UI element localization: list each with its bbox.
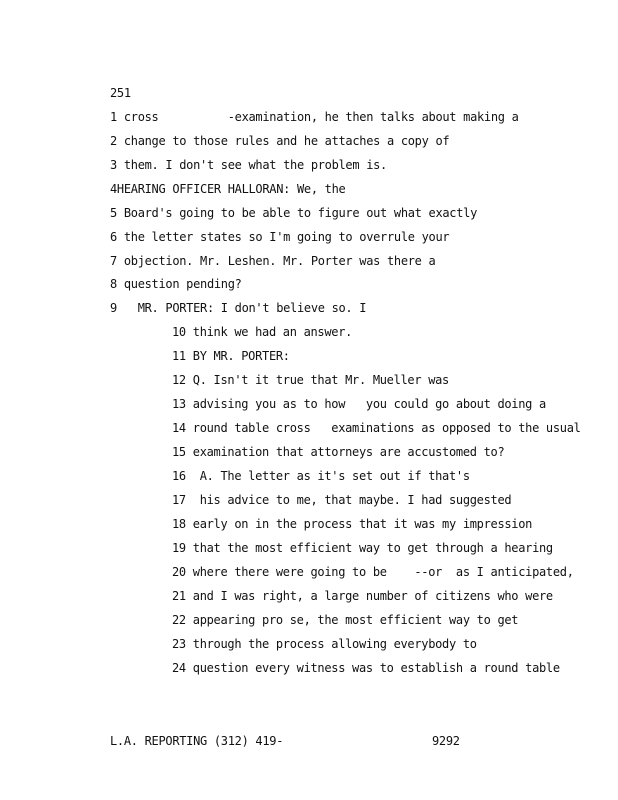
transcript-line-5: 5 Board's going to be able to figure out what exactly xyxy=(110,206,478,220)
transcript-line-19: 19 that the most efficient way to get through a hearing xyxy=(172,541,553,555)
transcript-line-8: 8 question pending? xyxy=(110,277,242,291)
transcript-line-18: 18 early on in the process that it was my impression xyxy=(172,517,533,531)
transcript-line-20: 20 where there were going to be --or as I anticipated, xyxy=(172,565,574,579)
transcript-line-11: 11 BY MR. PORTER: xyxy=(172,349,290,363)
transcript-line-24: 24 question every witness was to establish a round table xyxy=(172,661,560,675)
transcript-line-1: 1 cross -examination, he then talks about making a xyxy=(110,110,519,124)
transcript-line-17: 17 his advice to me, that maybe. I had suggested xyxy=(172,493,512,507)
footer-reporter: L.A. REPORTING (312) 419- xyxy=(110,734,284,748)
page-number: 251 xyxy=(110,86,131,100)
transcript-line-23: 23 through the process allowing everybody to xyxy=(172,637,477,651)
transcript-line-3: 3 them. I don't see what the problem is. xyxy=(110,158,387,172)
transcript-line-12: 12 Q. Isn't it true that Mr. Mueller was xyxy=(172,373,449,387)
transcript-line-14: 14 round table cross examinations as opposed to the usual xyxy=(172,421,581,435)
transcript-line-10: 10 think we had an answer. xyxy=(172,325,353,339)
transcript-line-21: 21 and I was right, a large number of citizens who were xyxy=(172,589,553,603)
transcript-line-7: 7 objection. Mr. Leshen. Mr. Porter was there a xyxy=(110,254,436,268)
transcript-line-13: 13 advising you as to how you could go about doing a xyxy=(172,397,546,411)
transcript-line-15: 15 examination that attorneys are accustomed to? xyxy=(172,445,505,459)
transcript-line-4: 4HEARING OFFICER HALLORAN: We, the xyxy=(110,182,346,196)
transcript-line-2: 2 change to those rules and he attaches a copy of xyxy=(110,134,450,148)
transcript-line-9: 9 MR. PORTER: I don't believe so. I xyxy=(110,301,367,315)
footer-phone-suffix: 9292 xyxy=(432,734,460,748)
transcript-line-6: 6 the letter states so I'm going to overrule your xyxy=(110,230,450,244)
transcript-line-16: 16 A. The letter as it's set out if that's xyxy=(172,469,470,483)
transcript-line-22: 22 appearing pro se, the most efficient way to get xyxy=(172,613,519,627)
